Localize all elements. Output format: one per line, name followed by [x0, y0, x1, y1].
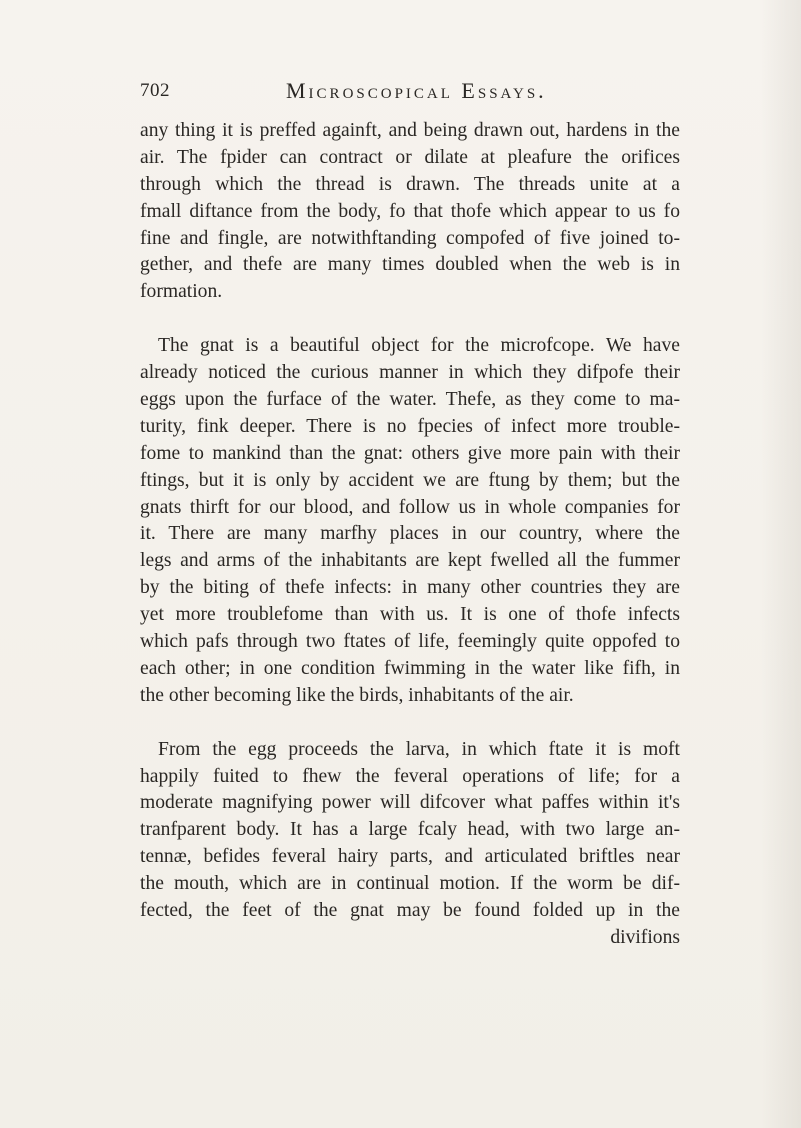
text-line: already noticed the curious manner in which they difpofe their: [140, 362, 680, 384]
body-text: [140, 118, 680, 952]
text-line: which pafs through two ftates of life, feemingly quite oppofed to: [140, 631, 680, 653]
text-line: ftings, but it is only by accident we are ftung by them; but the: [140, 469, 680, 491]
text-line: From the egg proceeds the larva, in which ftate it is moft: [158, 738, 680, 760]
paragraph-gap: [140, 710, 680, 737]
text-line: fmall diftance from the body, fo that thofe which appear to us fo: [140, 200, 680, 222]
text-line: it. There are many marfhy places in our country, where the: [140, 523, 680, 545]
catchword: divifions: [610, 926, 680, 948]
text-line: the other becoming like the birds, inhabitants of the air.: [140, 684, 574, 706]
paragraph-1: [140, 118, 680, 306]
text-line: formation.: [140, 281, 223, 303]
page-number: 702: [140, 80, 170, 101]
text-line: moderate magnifying power will difcover what paffes within it's: [140, 792, 680, 814]
text-line: turity, fink deeper. There is no fpecies of infect more trouble-: [140, 415, 680, 437]
text-line: tennæ, befides feveral hairy parts, and articulated briftles near: [140, 846, 680, 868]
text-line: the mouth, which are in continual motion. If the worm be dif-: [140, 873, 680, 895]
running-title: Microscopical Essays.: [286, 78, 547, 103]
text-line: air. The fpider can contract or dilate at pleafure the orifices: [140, 146, 680, 168]
text-line: fected, the feet of the gnat may be found folded up in the: [140, 900, 680, 922]
text-line: fome to mankind than the gnat: others give more pain with their: [140, 442, 680, 464]
text-line: fine and fingle, are notwithftanding compofed of five joined to-: [140, 227, 680, 249]
text-line: yet more troublefome than with us. It is one of thofe infects: [140, 604, 680, 626]
paragraph-3: [140, 737, 680, 952]
text-line: gnats thirft for our blood, and follow us in whole companies for: [140, 496, 680, 518]
text-line: by the biting of thefe infects: in many other countries they are: [140, 577, 680, 599]
text-line: legs and arms of the inhabitants are kept fwelled all the fummer: [140, 550, 680, 572]
text-line: each other; in one condition fwimming in the water like fifh, in: [140, 657, 680, 679]
text-line: gether, and thefe are many times doubled when the web is in: [140, 254, 680, 276]
text-line: The gnat is a beautiful object for the microfcope. We have: [158, 335, 680, 357]
text-line: through which the thread is drawn. The threads unite at a: [140, 173, 680, 195]
text-line: tranfparent body. It has a large fcaly head, with two large an-: [140, 819, 680, 841]
page-header: [140, 78, 680, 108]
text-line: eggs upon the furface of the water. Thefe, as they come to ma-: [140, 389, 680, 411]
paragraph-gap: [140, 306, 680, 333]
text-line: happily fuited to fhew the feveral operations of life; for a: [140, 765, 680, 787]
paragraph-2: [140, 333, 680, 709]
text-line: any thing it is preffed againft, and being drawn out, hardens in the: [140, 120, 680, 141]
